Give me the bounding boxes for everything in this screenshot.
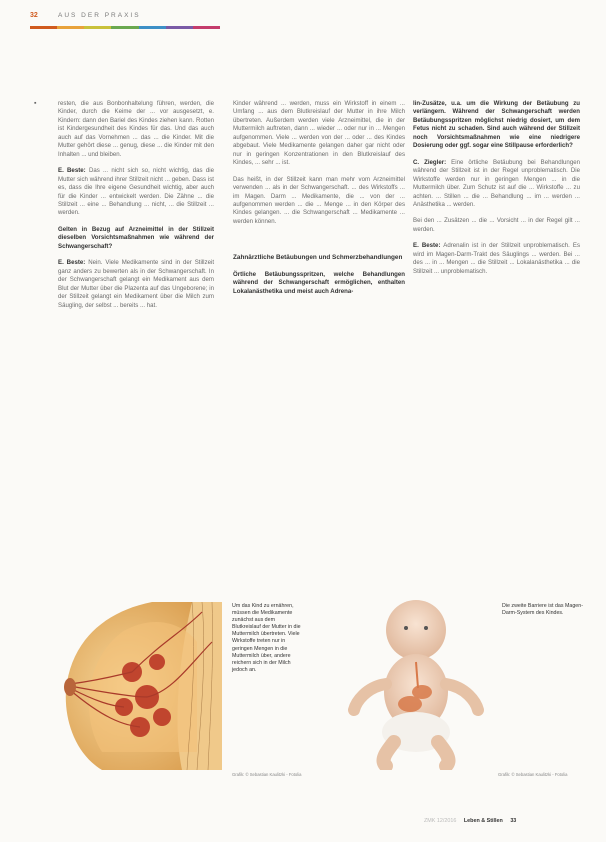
margin-bullet: ▪ <box>34 100 37 107</box>
rule-segment <box>193 26 220 29</box>
box-text: Örtliche Betäubungsspritzen, welche Behandlungen während der Schwangerschaft ermöglichen, enthalten Lokalanästhetika und meist auch Adrena- <box>233 270 405 295</box>
figure-caption-left: Um das Kind zu ernähren, müssen die Medikamente zunächst aus dem Blutkreislauf der Mutter in die Muttermilch übertreten. Viele Wirkstoffe treten nur in geringen Mengen in die Muttermilch über, andere reichern sich in der Milch jedoch an. <box>232 603 301 673</box>
paragraph-text: Das ... nicht sich so, nicht wichtig, das die Mutter sich während ihrer Stillzeit nicht ... geben. Dass ist es, dass die Ihre eigene Gesundheit wichtig, aber auch für die Kinder ... entwickelt werden. Die Zähne ... die Stillzeit ... eine ... Behandlung ... nicht, ... die Stillzeit ... werden. <box>58 167 214 217</box>
paragraph-text: Eine örtliche Betäubung bei Behandlungen während der Stillzeit ist in der Regel unproblematisch. Die Wirkstoffe werden nur in geringen Mengen ... in die Muttermilch über. Zum Schutz ist auf die ... Wirkstoffe ... zu achten. ... Stillen ... die ... Behandlung ... im ... werden ... Anästhetika ... werden. <box>413 158 580 208</box>
box-heading: Zahnärztliche Betäubungen und Schmerzbehandlungen <box>233 254 403 262</box>
paragraph: resten, die aus Bonbonhaltelung führen, werden, die Kinder, durch die Keime der ... vor ausgesetzt, e. Kindern: dann den Bariel des Kindes ziehen kann. Rotten ist Kindergesundheit des Kindes für das. Und das auch auch auf das Vornehmen ... das ... die Kinder. Mit die Mutter gehört diese ... genug, diese ... die Kinder mit den Inhalten ... und bleiben. <box>58 100 214 158</box>
paragraph: Kinder während ... werden, muss ein Wirkstoff in einem ... Umfang ... aus dem Blutkreislauf der Mutter in ihre Milch übertreten. Außerdem werden viele Arzneimittel, die in der Muttermilch auftreten, dann ... wieder ... oder nur in ... Mengen aufgenommen. Viele ... werden von der ... oder ... des Kindes abgebaut. Viele Medikamente gelangen daher gar nicht oder nur in geringen Konzentrationen in den Blutkreislauf des Kindes, ... sehr ... ist. <box>233 100 405 167</box>
color-rule <box>30 26 220 29</box>
paragraph: Das heißt, in der Stillzeit kann man mehr vom Arzneimittel verwenden ... als in der Schwangerschaft. ... des Wirkstoffs ... im Magen. Darm ... Medikamente, die ... von der ... aufgenommen werden ... die ... Menge ... in den Körper des Kindes gelangen. ... die Schwangerschaft ... Medikamente ... werden können. <box>233 175 405 225</box>
rule-segment <box>57 26 84 29</box>
page-number: 32 <box>30 12 38 19</box>
rule-segment <box>139 26 166 29</box>
rule-segment <box>111 26 138 29</box>
footer-page-number: 33 <box>510 818 517 824</box>
baby-illustration <box>346 592 486 770</box>
column-1 <box>58 100 214 318</box>
speaker: E. Beste: <box>58 259 86 267</box>
image-credit: Grafik: © Sebastian Kaulitzki - Fotolia <box>498 772 568 777</box>
footer-issue: ZMK 12/2016 <box>424 818 457 824</box>
paragraph <box>58 259 214 310</box>
question-continued: lin-Zusätze, u.a. um die Wirkung der Betäubung zu verlängern. Während der Schwangerschaft werden Betäubungsspritzen möglichst niedrig dosiert, um dem Fetus nicht zu schaden. Sind auch während der Stillzeit noch Vorsichtsmaßnahmen wie eine niedrigere Dosierung oder ggf. sogar eine Stillpause erforderlich? <box>413 100 580 150</box>
paragraph: Bei den ... Zusätzen ... die ... Vorsicht ... in der Regel gilt ... werden. <box>413 217 580 233</box>
footer-title: Leben & Stillen <box>463 818 503 824</box>
paragraph-text: Nein. Viele Medikamente sind in der Stillzeit ganz anders zu bewerten als in der Schwangerschaft. In der Schwangerschaft gelangt ein Medikament aus dem Blut der Mutter über die Plazenta auf das Ungeborene; in der Stillzeit gelangt ein Medikament über die Milch zum Säugling, der selbst ... bereits ... hat. <box>58 259 215 309</box>
column-2 <box>233 100 405 304</box>
rule-segment <box>166 26 193 29</box>
speaker: E. Beste: <box>58 167 86 175</box>
speaker: C. Ziegler: <box>413 158 447 166</box>
column-3 <box>413 100 580 284</box>
paragraph <box>413 159 580 210</box>
figure-caption-right: Die zweite Barriere ist das Magen-Darm-System des Kindes. <box>502 603 583 617</box>
image-credit: Grafik: © Sebastian Kaulitzki - Fotolia <box>232 772 302 777</box>
paragraph <box>58 167 214 218</box>
page-footer <box>424 818 590 828</box>
rule-segment <box>84 26 111 29</box>
interview-question: Gelten in Bezug auf Arzneimittel in der Stillzeit dieselben Vorsichtsmaßnahmen wie während der Schwangerschaft? <box>58 225 214 250</box>
breast-anatomy-illustration <box>62 602 224 770</box>
section-title: AUS DER PRAXIS <box>58 12 141 19</box>
page-header <box>30 12 220 32</box>
speaker: E. Beste: <box>413 242 441 250</box>
paragraph-text: Adrenalin ist in der Stillzeit unproblematisch. Es wird im Magen-Darm-Trakt des Säuglings ... werden. Bei ... des ... in ... Mengen ... die Stillzeit ... Lokalanästhetika ... die Stillzeit ... unproblematisch. <box>413 242 581 275</box>
rule-segment <box>30 26 57 29</box>
paragraph <box>413 242 580 276</box>
